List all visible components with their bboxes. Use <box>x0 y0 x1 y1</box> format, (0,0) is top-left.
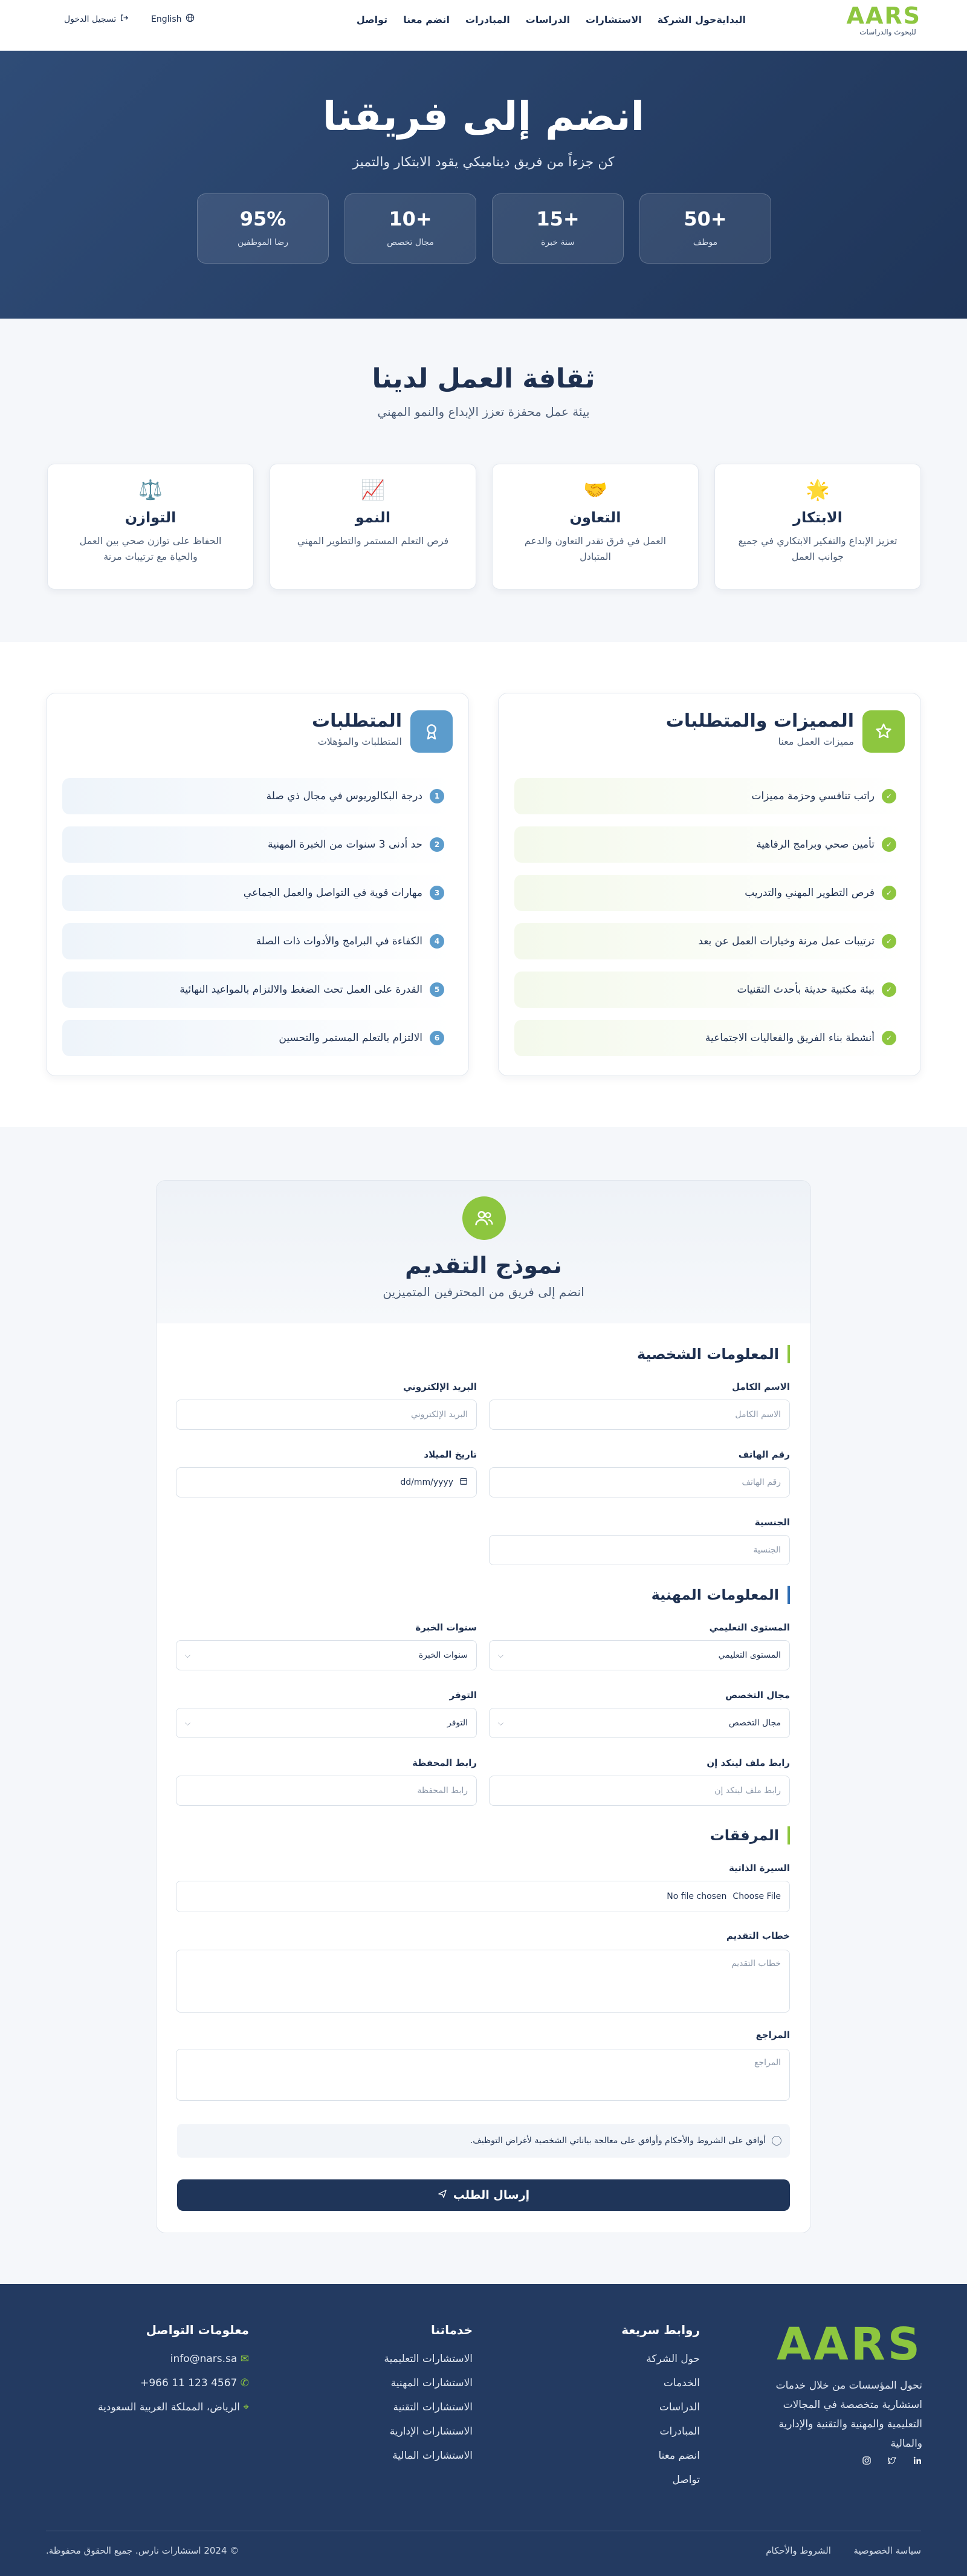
check-icon: ✓ <box>882 789 896 803</box>
list-item <box>514 778 905 814</box>
specialty-label: مجال التخصص <box>725 1690 790 1701</box>
benefit-text: ترتيبات عمل مرنة وخيارات العمل عن بعد <box>698 935 875 947</box>
phone-icon: ✆ <box>240 2377 249 2389</box>
personal-info-heading: المعلومات الشخصية <box>637 1345 790 1363</box>
users-icon <box>462 1196 506 1240</box>
phone-field[interactable]: رقم الهاتف <box>489 1467 790 1497</box>
calendar-icon[interactable] <box>459 1477 468 1488</box>
privacy-link[interactable]: سياسة الخصوصية <box>853 2545 921 2556</box>
login-button[interactable] <box>64 13 129 25</box>
nationality-field[interactable]: الجنسية <box>489 1535 790 1565</box>
chevron-down-icon: ⌵ <box>498 1650 504 1659</box>
culture-subtitle: بيئة عمل محفزة تعزز الإبداع والنمو المهني <box>377 404 590 419</box>
benefit-text: أنشطة بناء الفريق والفعاليات الاجتماعية <box>705 1032 875 1044</box>
form-title: نموذج التقديم <box>405 1252 562 1279</box>
education-select[interactable] <box>489 1640 790 1670</box>
list-item <box>514 1020 905 1056</box>
number-badge: 5 <box>430 982 444 997</box>
quick-links-title: روابط سريعة <box>621 2323 700 2337</box>
culture-card-collaboration <box>492 464 699 589</box>
number-badge: 2 <box>430 837 444 852</box>
terms-consent[interactable] <box>177 2124 790 2158</box>
portfolio-field[interactable]: رابط المحفظة <box>176 1776 477 1806</box>
list-item <box>62 875 453 911</box>
phone-text: +966 11 123 4567 <box>140 2377 238 2389</box>
stat-value: +10 <box>389 207 432 230</box>
address-text: الرياض، المملكة العربية السعودية <box>97 2401 241 2413</box>
stat-satisfaction <box>197 193 329 264</box>
requirements-card <box>46 693 469 1076</box>
send-icon <box>438 2188 447 2202</box>
number-badge: 4 <box>430 934 444 949</box>
culture-card-text: فرص التعلم المستمر والتطوير المهني <box>297 535 449 547</box>
footer-link[interactable]: المبادرات <box>659 2425 700 2438</box>
check-icon: ✓ <box>882 934 896 949</box>
culture-section <box>0 319 967 642</box>
login-icon <box>120 13 129 25</box>
benefits-title: المميزات والمتطلبات <box>665 710 854 732</box>
list-item <box>514 826 905 863</box>
stat-experience <box>492 193 624 264</box>
experience-value: سنوات الخبرة <box>418 1650 468 1660</box>
stat-value: +15 <box>536 207 580 230</box>
requirement-text: حد أدنى 3 سنوات من الخبرة المهنية <box>267 839 422 851</box>
culture-title: ثقافة العمل لدينا <box>372 363 595 394</box>
chevron-down-icon: ⌵ <box>498 1718 504 1727</box>
nav-item-consulting[interactable]: الاستشارات <box>586 14 642 25</box>
choose-file-button[interactable]: Choose File <box>733 1892 781 1901</box>
references-textarea[interactable]: المراجع <box>176 2049 790 2101</box>
globe-icon <box>186 13 195 25</box>
stat-label: سنة خبرة <box>541 238 575 247</box>
number-badge: 1 <box>430 789 444 803</box>
full-name-field[interactable]: الاسم الكامل <box>489 1400 790 1430</box>
experience-select[interactable] <box>176 1640 477 1670</box>
stat-label: مجال تخصص <box>387 238 434 247</box>
social-links <box>862 2456 922 2468</box>
full-name-label: الاسم الكامل <box>732 1381 790 1392</box>
portfolio-label: رابط المحفظة <box>412 1757 477 1768</box>
education-label: المستوى التعليمي <box>709 1622 790 1633</box>
benefit-text: تأمين صحي وبرامج الرفاهية <box>756 839 875 851</box>
birth-date-label: تاريخ الميلاد <box>424 1449 477 1460</box>
contact-title: معلومات التواصل <box>146 2323 249 2337</box>
site-header <box>0 0 967 51</box>
requirement-text: الكفاءة في البرامج والأدوات ذات الصلة <box>256 935 422 947</box>
culture-card-title: التعاون <box>569 509 621 526</box>
balance-icon: ⚖️ <box>138 478 163 501</box>
footer-link[interactable]: حول الشركة <box>646 2353 700 2365</box>
contact-phone[interactable] <box>98 2371 249 2395</box>
footer-services <box>384 2323 473 2468</box>
footer-quick-links <box>621 2323 700 2492</box>
birth-date-field[interactable] <box>176 1467 477 1497</box>
phone-label: رقم الهاتف <box>738 1449 790 1460</box>
number-badge: 3 <box>430 886 444 900</box>
consent-radio[interactable] <box>772 2136 781 2146</box>
nav-item-contact[interactable]: تواصل <box>356 14 388 25</box>
requirement-text: القدرة على العمل تحت الضغط والالتزام بالمواعيد النهائية <box>179 984 422 996</box>
footer-link[interactable]: الاستشارات المالية <box>392 2450 473 2462</box>
email-field[interactable]: البريد الإلكتروني <box>176 1400 477 1430</box>
culture-card-title: التوازن <box>125 509 176 526</box>
footer-link[interactable]: الاستشارات الإدارية <box>389 2425 473 2438</box>
nav-item-about[interactable]: حول الشركة <box>657 14 717 25</box>
copyright-text: © 2024 استشارات نارس. جميع الحقوق محفوظة. <box>46 2545 239 2556</box>
footer-contact <box>98 2323 249 2419</box>
number-badge: 6 <box>430 1031 444 1045</box>
footer-link[interactable]: انضم معنا <box>658 2450 700 2462</box>
list-item <box>62 778 453 814</box>
submit-button[interactable] <box>177 2179 790 2211</box>
twitter-icon[interactable] <box>887 2456 897 2468</box>
requirements-subtitle: المتطلبات والمؤهلات <box>317 736 402 747</box>
stat-specialties <box>344 193 476 264</box>
footer-legal-links <box>766 2545 921 2556</box>
email-text: info@nars.sa <box>170 2353 238 2365</box>
availability-value: التوفر <box>447 1718 468 1728</box>
culture-card-growth <box>270 464 476 589</box>
email-label: البريد الإلكتروني <box>403 1381 477 1392</box>
language-switch[interactable] <box>151 13 195 25</box>
availability-label: التوفر <box>449 1690 477 1701</box>
attachments-heading: المرفقات <box>710 1826 790 1844</box>
benefit-text: فرص التطوير المهني والتدريب <box>745 887 875 899</box>
login-label: تسجيل الدخول <box>64 14 117 24</box>
nav-item-initiatives[interactable]: المبادرات <box>465 14 510 25</box>
award-icon <box>410 710 453 753</box>
check-icon: ✓ <box>882 982 896 997</box>
footer-logo[interactable]: AARS <box>777 2318 922 2370</box>
nav-item-join[interactable]: انضم معنا <box>403 14 450 25</box>
cover-letter-label: خطاب التقديم <box>726 1930 790 1941</box>
nav-item-studies[interactable]: الدراسات <box>525 14 571 25</box>
check-icon: ✓ <box>882 886 896 900</box>
site-footer <box>0 2284 967 2576</box>
submit-label: إرسال الطلب <box>453 2188 530 2202</box>
footer-link[interactable]: الاستشارات التعليمية <box>384 2353 473 2365</box>
form-header <box>157 1181 810 1323</box>
chevron-down-icon: ⌵ <box>185 1650 191 1659</box>
education-value: المستوى التعليمي <box>718 1650 781 1660</box>
contact-address <box>98 2395 249 2419</box>
culture-card-text: العمل في فرق تقدر التعاون والدعم المتبادل <box>524 535 667 562</box>
contact-email[interactable] <box>98 2347 249 2371</box>
references-label: المراجع <box>755 2029 790 2040</box>
requirement-text: درجة البكالوريوس في مجال ذي صلة <box>266 790 422 802</box>
footer-link[interactable]: الاستشارات التقنية <box>393 2401 473 2413</box>
consent-text: أوافق على الشروط والأحكام وأوافق على معالجة بياناتي الشخصية لأغراض التوظيف. <box>470 2136 766 2146</box>
stat-employees <box>639 193 771 264</box>
instagram-icon[interactable] <box>862 2456 872 2468</box>
footer-link[interactable]: الخدمات <box>663 2377 700 2389</box>
form-subtitle: انضم إلى فريق من المحترفين المتميزين <box>383 1285 584 1299</box>
footer-link[interactable]: الاستشارات المهنية <box>390 2377 473 2389</box>
availability-select[interactable] <box>176 1708 477 1738</box>
nav-item-home[interactable]: البداية <box>716 14 746 25</box>
list-item <box>62 1020 453 1056</box>
benefits-requirements-section <box>0 642 967 1127</box>
star-badge-icon <box>862 710 905 753</box>
no-file-text: No file chosen <box>667 1892 727 1901</box>
requirements-list <box>62 778 453 1068</box>
benefit-text: راتب تنافسي وحزمة مميزات <box>751 790 875 802</box>
star-icon: 🌟 <box>806 478 830 501</box>
main-nav <box>341 13 746 27</box>
list-item <box>514 972 905 1008</box>
requirement-text: مهارات قوية في التواصل والعمل الجماعي <box>243 887 422 899</box>
stat-value: +50 <box>684 207 727 230</box>
list-item <box>62 923 453 959</box>
linkedin-label: رابط ملف لينكد إن <box>707 1757 790 1768</box>
stats-row <box>196 193 771 264</box>
logo-mark: AARS <box>846 2 921 29</box>
requirement-text: الالتزام بالتعلم المستمر والتحسين <box>279 1032 422 1044</box>
location-icon: ⌖ <box>243 2401 249 2413</box>
terms-link[interactable]: الشروط والأحكام <box>766 2545 831 2556</box>
benefits-card <box>498 693 921 1076</box>
footer-about: تحول المؤسسات من خلال خدمات استشارية متخصصة في المجالات التعليمية والمهنية والتقنية والإدارية والمالية <box>775 2380 922 2450</box>
benefits-subtitle: مميزات العمل معنا <box>778 736 854 747</box>
benefits-list <box>514 778 905 1068</box>
logo-subtitle: للبحوث والدراسات <box>859 28 916 36</box>
requirements-title: المتطلبات <box>311 710 402 732</box>
footer-link[interactable]: تواصل <box>672 2474 700 2486</box>
stat-value: 95% <box>239 207 286 230</box>
culture-card-balance <box>47 464 254 589</box>
culture-card-title: النمو <box>355 509 391 526</box>
cv-label: السيرة الذاتية <box>728 1863 790 1874</box>
experience-label: سنوات الخبرة <box>415 1622 477 1633</box>
culture-cards <box>46 464 921 589</box>
list-item <box>62 972 453 1008</box>
birth-date-value: dd/mm/yyyy <box>400 1478 453 1487</box>
footer-brand <box>771 2320 922 2453</box>
check-icon: ✓ <box>882 837 896 852</box>
stat-label: موظف <box>693 238 718 247</box>
brand-logo[interactable] <box>846 2 921 40</box>
nationality-label: الجنسية <box>754 1517 790 1528</box>
linkedin-field[interactable]: رابط ملف لينكد إن <box>489 1776 790 1806</box>
benefit-text: بيئة مكتبية حديثة بأحدث التقنيات <box>737 984 875 996</box>
cover-letter-textarea[interactable]: خطاب التقديم <box>176 1950 790 2013</box>
linkedin-icon[interactable] <box>913 2456 922 2468</box>
culture-card-text: الحفاظ على توازن صحي بين العمل والحياة مع ترتيبات مرنة <box>79 535 222 562</box>
cv-file-input[interactable] <box>176 1881 790 1912</box>
application-section <box>0 1127 967 2284</box>
handshake-icon: 🤝 <box>583 478 607 501</box>
culture-card-innovation <box>714 464 921 589</box>
specialty-select[interactable] <box>489 1708 790 1738</box>
chevron-down-icon: ⌵ <box>185 1718 191 1727</box>
hero-subtitle: كن جزءاً من فريق ديناميكي يقود الابتكار والتميز <box>352 155 615 170</box>
culture-card-text: تعزيز الإبداع والتفكير الابتكاري في جميع جوانب العمل <box>738 535 897 562</box>
chart-icon: 📈 <box>361 478 385 501</box>
stat-label: رضا الموظفين <box>238 238 288 247</box>
professional-info-heading: المعلومات المهنية <box>652 1586 790 1604</box>
list-item <box>62 826 453 863</box>
list-item <box>514 875 905 911</box>
check-icon: ✓ <box>882 1031 896 1045</box>
services-title: خدماتنا <box>430 2323 473 2337</box>
hero-section <box>0 51 967 319</box>
mail-icon: ✉ <box>240 2353 249 2365</box>
specialty-value: مجال التخصص <box>728 1718 781 1728</box>
culture-card-title: الابتكار <box>793 509 842 526</box>
application-form <box>156 1180 811 2233</box>
list-item <box>514 923 905 959</box>
footer-link[interactable]: الدراسات <box>659 2401 700 2413</box>
language-label: English <box>151 14 182 24</box>
hero-title: انضم إلى فريقنا <box>322 93 645 140</box>
